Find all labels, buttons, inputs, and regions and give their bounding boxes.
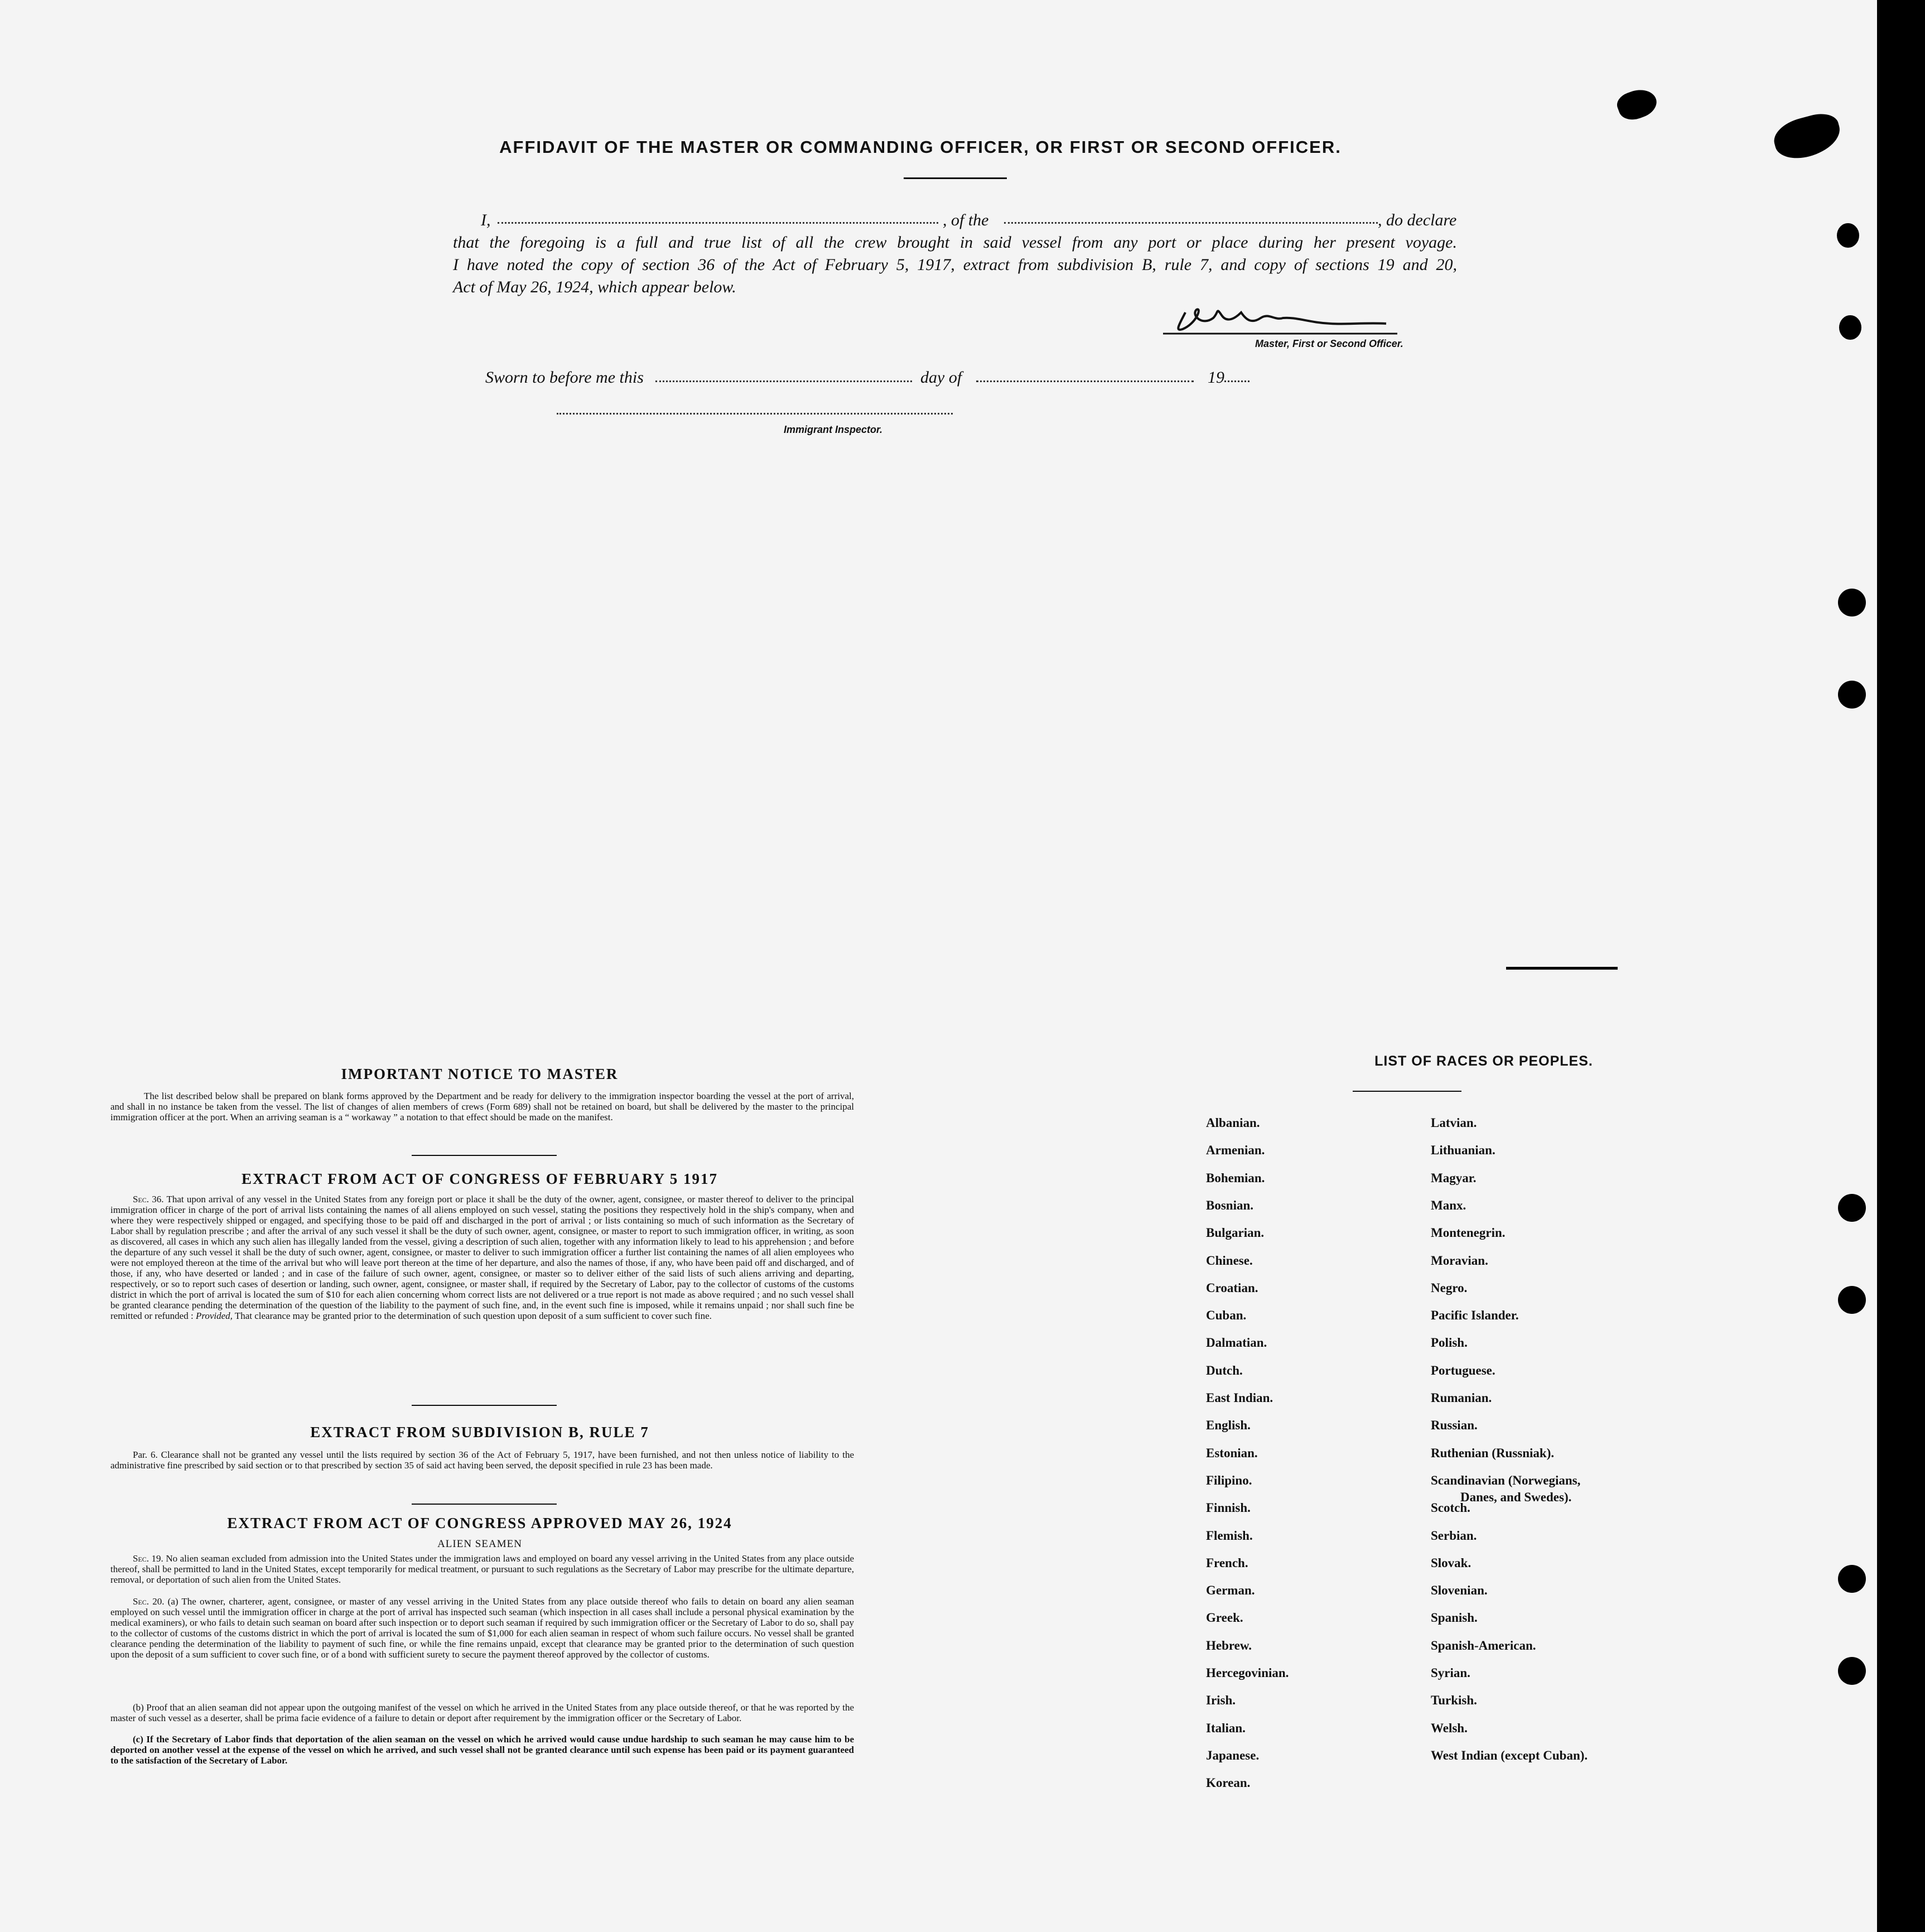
extract-rule7-divider	[412, 1504, 557, 1505]
punch-hole	[1838, 681, 1866, 709]
punch-hole	[1838, 1286, 1866, 1314]
of-the-label: , of the	[943, 211, 989, 229]
races-title: LIST OF RACES OR PEOPLES.	[1374, 1053, 1593, 1069]
race-item: Japanese.	[1206, 1748, 1260, 1762]
race-item: Korean.	[1206, 1776, 1251, 1790]
punch-hole	[1838, 1657, 1866, 1685]
race-item: Rumanian.	[1431, 1391, 1492, 1405]
races-title-underline	[1353, 1091, 1461, 1092]
extract-1924-title: EXTRACT FROM ACT OF CONGRESS APPROVED MAY 26, 1924	[227, 1515, 732, 1531]
race-item: Chinese.	[1206, 1253, 1253, 1268]
race-item: Manx.	[1431, 1198, 1466, 1212]
declaration-line-1: that the foregoing is a full and true list of all the crew brought in said vessel from any port or place during her present voyage.	[453, 233, 1457, 252]
section-36-text: That upon arrival of any vessel in the United States from any foreign port or place it shall be the duty of the owner, agent, consignee, or master thereof to deliver to the principal immigration officer in charge of the port of arrival lists containing the names of all aliens employed on such vessel, stating the positions they respectively hold in the ship's company, when and where they were respectively shipped or engaged, and specifying those to be paid off and discharged in the port of arrival ; or lists containing so much of such information as the Secretary of Labor shall by regulation prescribe ; and after the arrival of any such vessel it shall be the duty of such owner, agent, consignee, or master to report to such immigration officer, in writing, as soon as discovered, all cases in which any such alien has illegally landed from the vessel, giving a description of such alien, together with any information likely to lead to his apprehension ; and before the departure of any such vessel it shall be the duty of such owner, agent, consignee, or master to deliver to such immigration officer a further list containing the names of all alien employees who were not employed thereon at the time of the arrival but who will leave port thereon at the time of her departure, and also the names of those, if any, who have been paid off and discharged, and of those, if any, who have deserted or landed ; and in case of the failure of such owner, agent, consignee, or master so to deliver either of the said lists of such aliens arriving and departing, respectively, or so to report such cases of desertion or landing, such owner, agent, consignee, or master shall, if required by the Secretary of Labor, pay to the collector of customs of the customs district in which the port of arrival is located the sum of $10 for each alien concerning whom correct lists are not delivered or a true report is not made as above required ; and no such vessel shall be granted clearance pending the determination of the question of the liability to the payment of such fine, and, in the event such fine is imposed, while it remains unpaid ; nor shall such fine be remitted or refunded :	[110, 1194, 854, 1321]
extract-rule7-body	[110, 1449, 854, 1471]
race-item: German.	[1206, 1583, 1255, 1598]
section-20c-text: (c) If the Secretary of Labor finds that deportation of the alien seaman on the vessel on which he arrived would cause undue hardship to such seaman he may cause him to be deported on another vessel at the expense of the vessel on which he arrived, and such vessel shall not be granted clearance until such expense has been paid or its payment guaranteed to the satisfaction of the Secretary of Labor.	[110, 1734, 854, 1766]
notice-title: IMPORTANT NOTICE TO MASTER	[341, 1066, 619, 1082]
section-19-text: No alien seaman excluded from admission into the United States under the immigration laws and employed on board any vessel arriving in the United States from any place outside thereof, shall be permitted to land in the United States, except temporarily for medical treatment, or pursuant to such regulations as the Secretary of Labor may prescribe for the ultimate departure, removal, or deportation of such alien from the United States.	[110, 1553, 854, 1585]
section-20a-para	[110, 1596, 854, 1660]
inspector-signature-field[interactable]	[557, 413, 953, 415]
extract-1917-body	[110, 1194, 854, 1321]
extract-1917-title: EXTRACT FROM ACT OF CONGRESS OF FEBRUARY 5 1917	[241, 1170, 718, 1187]
race-item: Magyar.	[1431, 1170, 1477, 1185]
race-item: Bohemian.	[1206, 1170, 1265, 1185]
ink-blot	[1614, 85, 1661, 124]
race-item: Lithuanian.	[1431, 1143, 1495, 1158]
race-item: Russian.	[1431, 1418, 1478, 1433]
race-item: Hebrew.	[1206, 1638, 1252, 1652]
race-item: Danes, and Swedes).	[1460, 1490, 1572, 1504]
race-item: Syrian.	[1431, 1666, 1470, 1680]
race-item: Greek.	[1206, 1611, 1243, 1625]
race-item: Filipino.	[1206, 1473, 1252, 1487]
race-item: Finnish.	[1206, 1501, 1251, 1515]
year-prefix: 19	[1208, 368, 1224, 387]
race-item: Irish.	[1206, 1693, 1236, 1708]
notice-body	[110, 1091, 854, 1122]
race-item: Armenian.	[1206, 1143, 1265, 1158]
section-36-label: Sec. 36.	[133, 1194, 164, 1205]
race-item: Cuban.	[1206, 1308, 1247, 1323]
race-item: Slovak.	[1431, 1555, 1472, 1570]
affidavit-title: AFFIDAVIT OF THE MASTER OR COMMANDING OFFICER, OR FIRST OR SECOND OFFICER.	[499, 137, 1342, 157]
race-item: Moravian.	[1431, 1253, 1488, 1268]
inspector-caption: Immigrant Inspector.	[784, 424, 883, 435]
race-item: Turkish.	[1431, 1693, 1477, 1708]
proviso-text: That clearance may be granted prior to the determination of such question upon deposit of a sum sufficient to cover such fine.	[234, 1311, 712, 1321]
declaration-line-3: Act of May 26, 1924, which appear below.	[453, 278, 736, 296]
race-item: East Indian.	[1206, 1391, 1273, 1405]
race-item: Italian.	[1206, 1721, 1246, 1735]
race-item: Hercegovinian.	[1206, 1666, 1289, 1680]
race-item: Welsh.	[1431, 1721, 1468, 1735]
rule7-text: Par. 6. Clearance shall not be granted any vessel until the lists required by section 36 of the Act of February 5, 1917, have been furnished, and not then unless notice of liability to the administrative fine prescribed by said section or to that prescribed by section 35 of said act having been served, the deposit specified in rule 23 has been made.	[110, 1449, 854, 1471]
section-20-label: Sec. 20.	[133, 1596, 165, 1607]
punch-hole	[1837, 223, 1859, 248]
notice-text: The list described below shall be prepared on blank forms approved by the Department and be ready for delivery to the immigration inspector boarding the vessel at the port of arrival, and shall in no instance be taken from the vessel. The list of changes of alien members of crews (Form 689) shall not be retained on board, but shall be delivered by the master to the principal immigration officer at the port. When an arriving seaman is a “ workaway ” a notation to that effect should be made on the manifest.	[110, 1091, 854, 1122]
section-19-para	[110, 1553, 854, 1585]
punch-hole	[1838, 1565, 1866, 1593]
sworn-month-field[interactable]	[976, 380, 1194, 382]
race-item: Pacific Islander.	[1431, 1308, 1519, 1323]
extract-rule7-title: EXTRACT FROM SUBDIVISION B, RULE 7	[310, 1424, 649, 1440]
race-item: Polish.	[1431, 1336, 1468, 1350]
race-item: Albanian.	[1206, 1116, 1260, 1130]
sworn-label: Sworn to before me this	[485, 368, 644, 387]
race-item: Dutch.	[1206, 1363, 1243, 1377]
master-name-field[interactable]	[498, 222, 938, 224]
race-item: Montenegrin.	[1431, 1226, 1506, 1240]
race-item: Bosnian.	[1206, 1198, 1254, 1212]
section-20b-para	[110, 1702, 854, 1723]
extract-1917-divider	[412, 1405, 557, 1406]
race-item: Serbian.	[1431, 1528, 1477, 1543]
race-item: Scotch.	[1431, 1501, 1470, 1515]
i-label: I,	[481, 211, 491, 229]
punch-hole	[1839, 315, 1861, 340]
race-item: English.	[1206, 1418, 1251, 1433]
race-item: Estonian.	[1206, 1446, 1258, 1460]
section-19-label: Sec. 19.	[133, 1553, 163, 1564]
declaration-line-2: I have noted the copy of section 36 of the Act of February 5, 1917, extract from subdivision B, rule 7, and copy of sections 19 and 20,	[453, 256, 1457, 274]
race-item: Negro.	[1431, 1280, 1468, 1295]
alien-seamen-subtitle: ALIEN SEAMEN	[437, 1538, 522, 1550]
punch-hole	[1838, 1194, 1866, 1222]
section-20a-text: (a) The owner, charterer, agent, consignee, or master of any vessel arriving in the United States from any place outside thereof who fails to detain on board any alien seaman employed on such vessel until the immigration officer in charge at the port of arrival has inspected such seaman (which inspection in all cases shall include a personal physical examination by the medical examiners), or who fails to detain such seaman on board after such inspection or to deport such seaman if required by such immigration officer or the Secretary of Labor to do so, shall pay to the collector of customs of the customs district in which the port of arrival is located the sum of $1,000 for each alien seaman in respect of whom such failure occurs. No vessel shall be granted clearance pending the determination of the liability to payment of such fine, or while the fine remains unpaid, except that clearance may be granted prior to the determination of such question upon the deposit of a sum sufficient to cover such fine, or of a bond with sufficient surety to secure the payment thereof approved by the collector of customs.	[110, 1596, 854, 1660]
race-item: Portuguese.	[1431, 1363, 1495, 1377]
race-item: West Indian (except Cuban).	[1431, 1748, 1588, 1762]
master-signature	[1163, 301, 1397, 340]
day-of-label: day of	[920, 368, 962, 387]
race-item: Scandinavian (Norwegians,	[1431, 1473, 1581, 1487]
race-item: Spanish-American.	[1431, 1638, 1536, 1652]
race-item: Slovenian.	[1431, 1583, 1488, 1598]
scan-mark	[1506, 967, 1618, 970]
section-20c-para	[110, 1734, 854, 1766]
race-item: Dalmatian.	[1206, 1336, 1267, 1350]
race-item: Ruthenian (Russniak).	[1431, 1446, 1555, 1460]
sworn-day-field[interactable]	[655, 380, 912, 382]
section-20b-text: (b) Proof that an alien seaman did not appear upon the outgoing manifest of the vessel on which he arrived in the United States from any place outside thereof, or that he was reported by the master of such vessel as a deserter, shall be prima facie evidence of a failure to detain or deport after requirement by the immigration officer or the Secretary of Labor.	[110, 1702, 854, 1723]
signature-caption: Master, First or Second Officer.	[1255, 338, 1403, 349]
vessel-name-field[interactable]	[1004, 222, 1378, 224]
do-declare-label: , do declare	[1378, 211, 1457, 229]
title-underline	[904, 177, 1007, 179]
race-item: Latvian.	[1431, 1116, 1477, 1130]
race-item: French.	[1206, 1555, 1248, 1570]
notice-divider	[412, 1155, 557, 1156]
proviso-label: Provided,	[195, 1311, 233, 1321]
race-item: Croatian.	[1206, 1280, 1258, 1295]
race-item: Spanish.	[1431, 1611, 1478, 1625]
sworn-year-field[interactable]	[1224, 380, 1249, 382]
punch-hole	[1838, 589, 1866, 616]
race-item: Bulgarian.	[1206, 1226, 1265, 1240]
race-item: Flemish.	[1206, 1528, 1253, 1543]
